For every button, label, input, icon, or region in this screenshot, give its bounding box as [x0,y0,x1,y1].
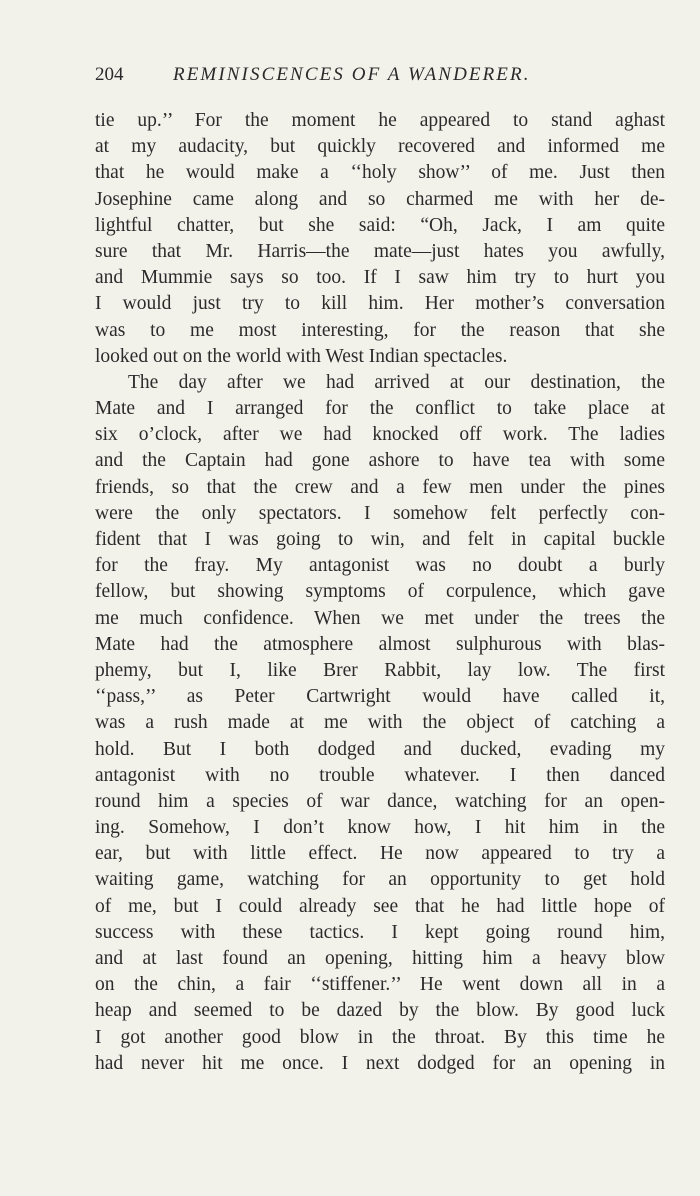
text-line: and the Captain had gone ashore to have tea with some [95,450,665,472]
text-line: of me, but I could already see that he had little hope of [95,895,665,917]
text-line: me much confidence. When we met under the trees the [95,607,665,629]
text-line: six o’clock, after we had knocked off work. The ladies [95,424,665,446]
body-text [95,108,665,1077]
text-line: fident that I was going to win, and felt in capital buckle [95,529,665,550]
text-line: ing. Somehow, I don’t know how, I hit him in the [95,817,665,839]
text-line: had never hit me once. I next dodged for an opening in [95,1052,665,1074]
paragraph-2 [95,370,665,1077]
paragraph-1 [95,108,665,370]
text-line: that he would make a ‘‘holy show’’ of me. Just then [95,162,665,184]
text-line: tie up.’’ For the moment he appeared to stand aghast [95,110,665,131]
text-line: Josephine came along and so charmed me with her de- [95,188,665,210]
text-line: at my audacity, but quickly recovered and informed me [95,136,665,158]
text-line: ear, but with little effect. He now appeared to try a [95,843,665,865]
text-line: round him a species of war dance, watching for an open- [95,790,665,812]
text-line: was to me most interesting, for the reason that she [95,319,665,341]
text-line: fellow, but showing symptoms of corpulence, which gave [95,581,665,603]
running-head: REMINISCENCES OF A WANDERER. [173,64,531,85]
text-line: for the fray. My antagonist was no doubt a burly [95,555,665,577]
text-line: ‘‘pass,’’ as Peter Cartwright would have called it, [95,686,665,708]
text-line: waiting game, watching for an opportunity to get hold [95,869,665,891]
text-line: hold. But I both dodged and ducked, evading my [95,738,665,760]
text-line: sure that Mr. Harris—the mate—just hates you awfully, [95,240,665,262]
text-line: looked out on the world with West Indian spectacles. [95,345,508,367]
text-line: The day after we had arrived at our destination, the [128,371,665,393]
text-line: I got another good blow in the throat. By this time he [95,1026,665,1048]
text-line: lightful chatter, but she said: “Oh, Jack, I am quite [95,214,665,236]
text-line: I would just try to kill him. Her mother’s conversation [95,293,665,315]
text-line: and Mummie says so too. If I saw him try to hurt you [95,267,665,289]
text-line: were the only spectators. I somehow felt perfectly con- [95,502,665,524]
page-number: 204 [95,64,124,85]
text-line: success with these tactics. I kept going round him, [95,921,665,943]
text-line: Mate had the atmosphere almost sulphurous with blas- [95,633,665,655]
text-line: Mate and I arranged for the conflict to take place at [95,398,665,420]
text-line: phemy, but I, like Brer Rabbit, lay low. The first [95,659,665,681]
text-line: on the chin, a fair ‘‘stiffener.’’ He went down all in a [95,974,665,996]
text-line: friends, so that the crew and a few men under the pines [95,476,665,498]
text-line: was a rush made at me with the object of catching a [95,712,665,734]
text-line: and at last found an opening, hitting him a heavy blow [95,948,665,969]
text-line: antagonist with no trouble whatever. I then danced [95,764,665,786]
text-line: heap and seemed to be dazed by the blow. By good luck [95,1000,665,1022]
